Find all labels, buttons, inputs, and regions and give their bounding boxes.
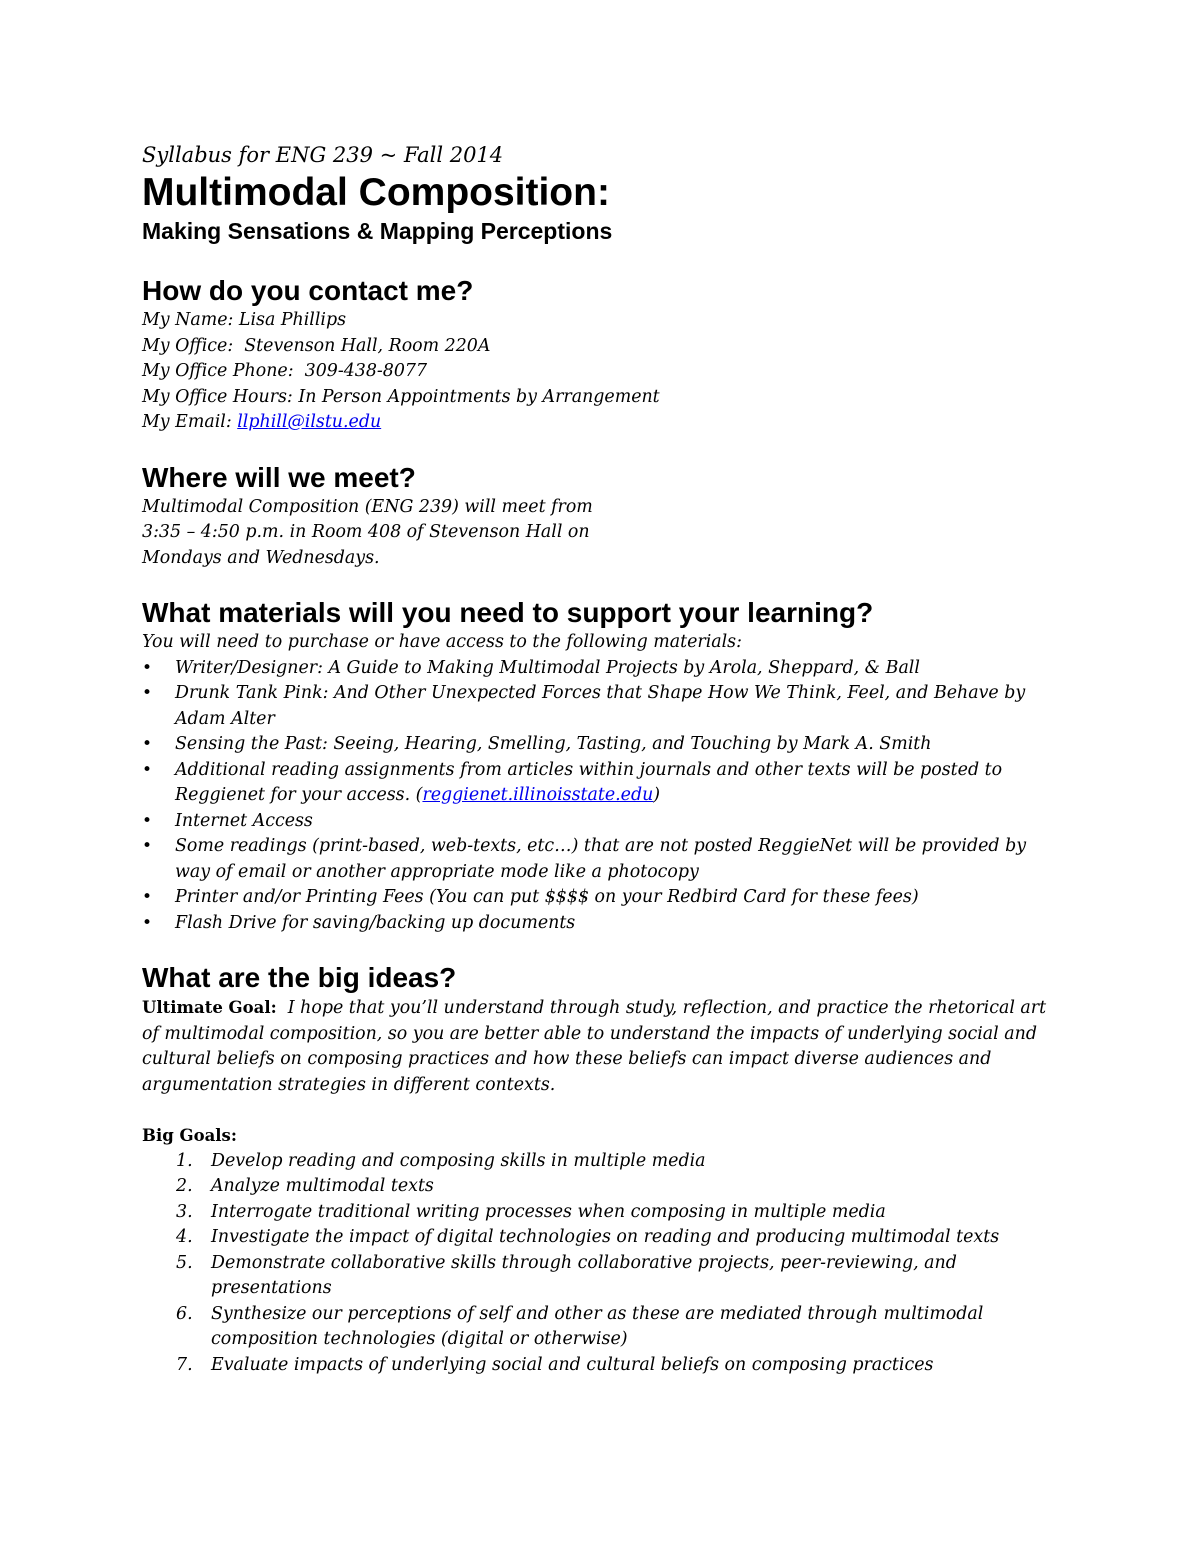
list-item: 7. Evaluate impacts of underlying social and cultural beliefs on composing practices <box>176 1354 934 1375</box>
list-item: 2. Analyze multimodal texts <box>176 1176 434 1196</box>
list-item: 1. Develop reading and composing skills in multiple media <box>176 1150 706 1171</box>
list-item: 5. Demonstrate collaborative skills through collaborative projects, peer-reviewing, and presentations <box>176 1252 957 1298</box>
list-item: • Flash Drive for saving/backing up documents <box>142 911 1062 937</box>
list-item: 6. Synthesize our perceptions of self and other as these are mediated through multimodal composition technologies (digital or otherwise) <box>176 1303 984 1349</box>
ultimate-goal-label: Ultimate Goal: <box>142 998 277 1017</box>
list-item: • Internet Access <box>142 809 1062 835</box>
materials-heading: What materials will you need to support your learning? <box>142 597 874 628</box>
contact-section <box>142 274 1062 436</box>
list-item: • Printer and/or Printing Fees (You can put $$$$ on your Redbird Card for these fees) <box>142 885 1062 911</box>
contact-phone: My Office Phone: 309-438-8077 <box>142 361 428 381</box>
materials-list <box>142 656 1062 937</box>
list-item: • Additional reading assignments from articles within journals and other texts will be posted to Reggienet for your access. (reggienet.illinoisstate.edu) <box>142 758 1062 809</box>
contact-hours: My Office Hours: In Person Appointments by Arrangement <box>142 386 660 407</box>
meeting-line: 3:35 – 4:50 p.m. in Room 408 of Stevenson Hall on <box>142 522 590 542</box>
big-goals-label: Big Goals: <box>142 1126 237 1145</box>
ultimate-goal: Ultimate Goal: I hope that you’ll understand through study, reflection, and practice the rhetorical art of multimodal composition, so you are better able to understand the impacts of underlying social and cultural beliefs on composing practices and how these beliefs can impact diverse audiences and argumentation strategies in different contexts. <box>142 998 1047 1095</box>
list-item: • Sensing the Past: Seeing, Hearing, Smelling, Tasting, and Touching by Mark A. Smith <box>142 732 1062 758</box>
list-item: • Drunk Tank Pink: And Other Unexpected Forces that Shape How We Think, Feel, and Behave by Adam Alter <box>142 681 1062 732</box>
contact-heading: How do you contact me? <box>142 275 474 306</box>
syllabus-page <box>142 140 1062 1378</box>
email-link[interactable]: llphill@ilstu.edu <box>237 412 382 432</box>
list-item: 3. Interrogate traditional writing processes when composing in multiple media <box>176 1201 886 1222</box>
ideas-heading: What are the big ideas? <box>142 962 457 993</box>
list-item: • Writer/Designer: A Guide to Making Multimodal Projects by Arola, Sheppard, & Ball <box>142 656 1062 682</box>
list-item: 4. Investigate the impact of digital technologies on reading and producing multimodal texts <box>176 1227 1000 1247</box>
meeting-line: Mondays and Wednesdays. <box>142 547 380 568</box>
big-goals-list <box>142 1149 1062 1379</box>
contact-email-line <box>142 410 1062 436</box>
page-subtitle: Making Sensations & Mapping Perceptions <box>142 218 613 244</box>
materials-section <box>142 596 1062 936</box>
reggienet-link[interactable]: reggienet.illinoisstate.edu <box>422 785 654 805</box>
page-title: Multimodal Composition: <box>142 171 610 214</box>
meeting-heading: Where will we meet? <box>142 461 416 493</box>
contact-email-label: My Email: <box>142 412 238 432</box>
contact-office: My Office: Stevenson Hall, Room 220A <box>142 335 491 356</box>
materials-intro: You will need to purchase or have access to the following materials: <box>142 632 742 652</box>
course-line: Syllabus for ENG 239 ~ Fall 2014 <box>142 143 504 167</box>
ideas-section <box>142 961 1062 1378</box>
contact-name: My Name: Lisa Phillips <box>142 310 347 330</box>
list-item: • Some readings (print-based, web-texts, etc…) that are not posted ReggieNet will be provided by way of email or another appropriate mode like a photocopy <box>142 834 1062 885</box>
meeting-line: Multimodal Composition (ENG 239) will meet from <box>142 496 593 517</box>
meeting-section <box>142 461 1062 572</box>
